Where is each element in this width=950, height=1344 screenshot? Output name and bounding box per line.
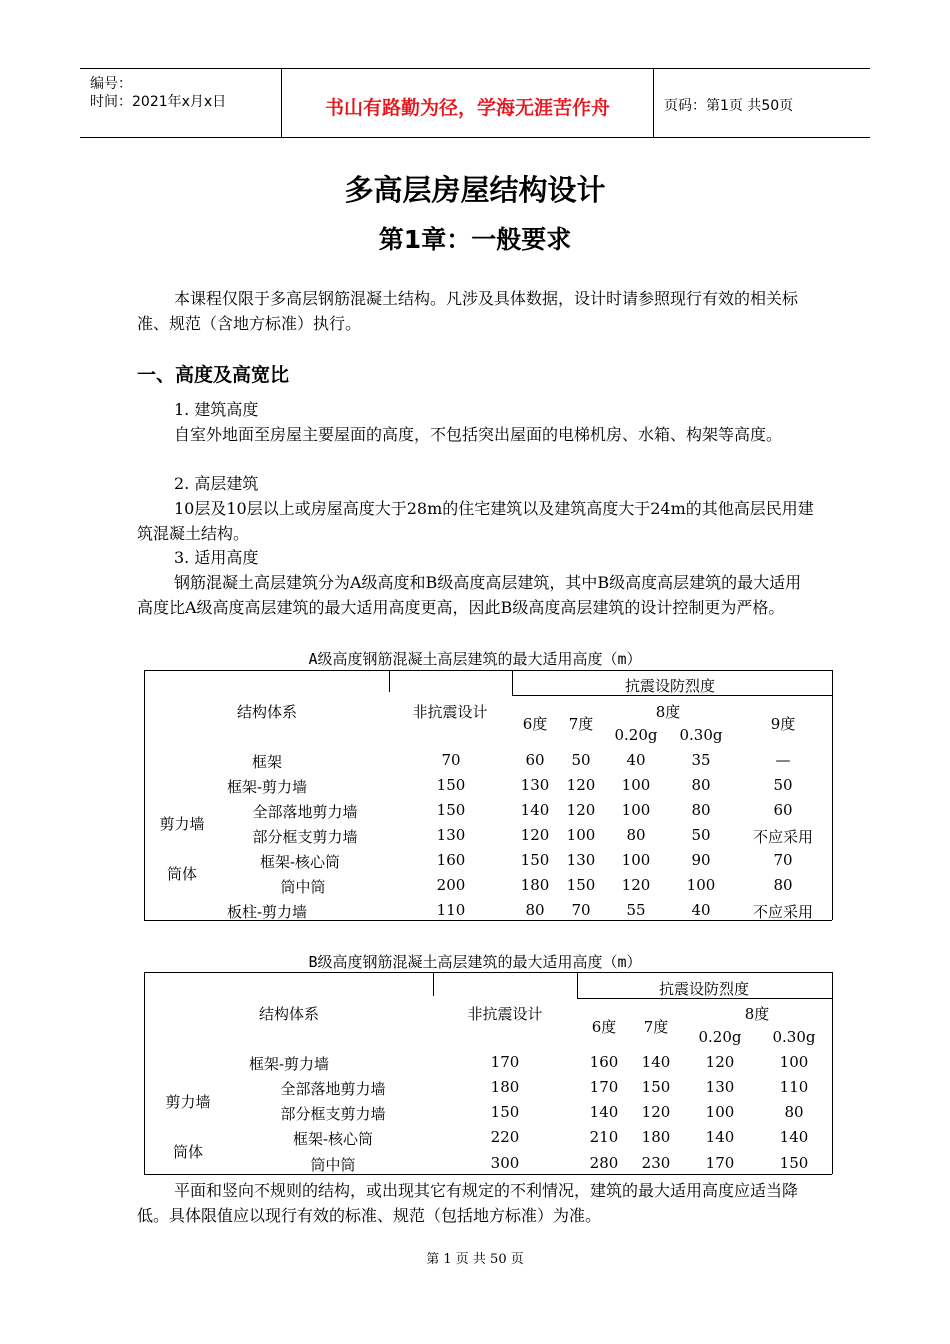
table-cell: 100 xyxy=(566,826,596,844)
table-border xyxy=(144,972,145,1174)
group-shear-wall: 剪力墙 xyxy=(159,815,205,833)
table-cell: 100 xyxy=(621,776,651,794)
table-cell: 300 xyxy=(490,1154,520,1172)
header-seismic: 抗震设防烈度 xyxy=(624,677,716,695)
table-cell: 140 xyxy=(589,1103,619,1121)
table-cell: 120 xyxy=(520,826,550,844)
table-cell: 80 xyxy=(626,826,646,844)
subsection-title: 3. 适用高度 xyxy=(174,548,259,567)
group-tube: 筒体 xyxy=(166,865,198,883)
paragraph: 10层及10层以上或房屋高度大于28m的住宅建筑以及建筑高度大于24m的其他高层民用建筑混凝土结构。 xyxy=(137,499,814,543)
row-label: 部分框支剪力墙 xyxy=(252,828,358,846)
table-cell: 120 xyxy=(566,801,596,819)
table-cell: — xyxy=(775,751,791,769)
header-meta-cell xyxy=(80,69,282,137)
table-cell: 130 xyxy=(520,776,550,794)
table-cell: 100 xyxy=(621,801,651,819)
header-seismic: 抗震设防烈度 xyxy=(658,980,750,998)
table-cell: 50 xyxy=(773,776,793,794)
table-cell: 130 xyxy=(436,826,466,844)
table-cell: 80 xyxy=(784,1103,804,1121)
row-label: 板柱-剪力墙 xyxy=(226,903,308,921)
header-system: 结构体系 xyxy=(236,703,298,721)
row-label: 全部落地剪力墙 xyxy=(252,803,358,821)
table-border xyxy=(433,972,434,996)
header-7: 7度 xyxy=(568,715,594,733)
table-cell: 180 xyxy=(490,1078,520,1096)
table-border xyxy=(144,1174,832,1175)
table-cell: 不应采用 xyxy=(752,903,814,921)
header-8-020g: 0.20g xyxy=(698,1028,742,1046)
paragraph: 钢筋混凝土高层建筑分为A级高度和B级高度高层建筑，其中B级高度高层建筑的最大适用高度比A级高度高层建筑的最大适用高度更高，因此B级高度高层建筑的设计控制更为严格。 xyxy=(137,573,802,617)
group-tube: 筒体 xyxy=(172,1143,204,1161)
row-label: 筒中筒 xyxy=(310,1156,356,1174)
table-cell: 170 xyxy=(705,1154,735,1172)
table-cell: 60 xyxy=(773,801,793,819)
table-cell: 150 xyxy=(566,876,596,894)
table-cell: 35 xyxy=(691,751,711,769)
table-cell: 80 xyxy=(691,801,711,819)
intro-paragraph: 本课程仅限于多高层钢筋混凝土结构。凡涉及具体数据，设计时请参照现行有效的相关标准、规范（含地方标准）执行。 xyxy=(137,289,799,333)
table-cell: 150 xyxy=(436,801,466,819)
subsection-title: 1. 建筑高度 xyxy=(174,400,259,419)
table-cell: 180 xyxy=(641,1128,671,1146)
table-cell: 170 xyxy=(490,1053,520,1071)
motto: 书山有路勤为径，学海无涯苦作舟 xyxy=(324,97,610,119)
header-nonseismic: 非抗震设计 xyxy=(412,703,488,721)
row-label: 框架-剪力墙 xyxy=(248,1055,330,1073)
chapter-title: 第1章：一般要求 xyxy=(378,225,572,254)
table-cell: 70 xyxy=(571,901,591,919)
header-6: 6度 xyxy=(522,715,548,733)
header-nonseismic: 非抗震设计 xyxy=(467,1005,543,1023)
table-cell: 200 xyxy=(436,876,466,894)
table-cell: 160 xyxy=(436,851,466,869)
table-cell: 70 xyxy=(773,851,793,869)
table-cell: 110 xyxy=(779,1078,809,1096)
table-cell: 100 xyxy=(705,1103,735,1121)
table-cell: 40 xyxy=(626,751,646,769)
table-cell: 80 xyxy=(773,876,793,894)
table-cell: 140 xyxy=(705,1128,735,1146)
table-cell: 60 xyxy=(525,751,545,769)
table-cell: 40 xyxy=(691,901,711,919)
table-cell: 180 xyxy=(520,876,550,894)
table-border xyxy=(144,670,145,920)
table-cell: 70 xyxy=(441,751,461,769)
row-label: 框架-核心筒 xyxy=(292,1130,374,1148)
table-cell: 160 xyxy=(589,1053,619,1071)
number-label: 编号： xyxy=(90,76,132,92)
header-8-030g: 0.30g xyxy=(772,1028,816,1046)
table-cell: 120 xyxy=(641,1103,671,1121)
table-cell: 120 xyxy=(621,876,651,894)
table-cell: 55 xyxy=(626,901,646,919)
table-cell: 220 xyxy=(490,1128,520,1146)
page-header xyxy=(80,68,870,138)
header-8: 8度 xyxy=(744,1005,770,1023)
header-page-cell xyxy=(654,69,870,137)
row-label: 框架-核心筒 xyxy=(259,853,341,871)
table-cell: 80 xyxy=(525,901,545,919)
table-cell: 210 xyxy=(589,1128,619,1146)
table-cell: 150 xyxy=(779,1154,809,1172)
page-label: 页码：第1页 共50页 xyxy=(664,98,794,114)
header-7: 7度 xyxy=(643,1018,669,1036)
table-cell: 80 xyxy=(691,776,711,794)
header-8-030g: 0.30g xyxy=(679,726,723,744)
table-cell: 230 xyxy=(641,1154,671,1172)
row-label: 部分框支剪力墙 xyxy=(280,1105,386,1123)
row-label: 框架-剪力墙 xyxy=(226,778,308,796)
table-border xyxy=(144,972,832,973)
group-shear-wall: 剪力墙 xyxy=(165,1093,211,1111)
table-cell: 130 xyxy=(705,1078,735,1096)
table-cell: 140 xyxy=(779,1128,809,1146)
header-motto-cell xyxy=(282,69,654,137)
table-cell: 150 xyxy=(490,1103,520,1121)
table-cell: 100 xyxy=(779,1053,809,1071)
header-6: 6度 xyxy=(591,1018,617,1036)
table-cell: 120 xyxy=(705,1053,735,1071)
table-cell: 50 xyxy=(571,751,591,769)
table-cell: 150 xyxy=(520,851,550,869)
table-cell: 50 xyxy=(691,826,711,844)
table-cell: 130 xyxy=(566,851,596,869)
header-8: 8度 xyxy=(655,703,681,721)
closing-paragraph: 平面和竖向不规则的结构，或出现其它有规定的不利情况，建筑的最大适用高度应适当降低。具体限值应以现行有效的标准、规范（包括地方标准）为准。 xyxy=(137,1181,799,1225)
table-cell: 不应采用 xyxy=(752,828,814,846)
page-footer: 第 1 页 共 50 页 xyxy=(426,1252,524,1267)
table-b-caption: B级高度钢筋混凝土高层建筑的最大适用高度（m） xyxy=(308,953,642,971)
header-system: 结构体系 xyxy=(258,1005,320,1023)
table-border xyxy=(832,670,833,920)
table-cell: 100 xyxy=(686,876,716,894)
row-label: 框架 xyxy=(251,753,283,771)
table-cell: 110 xyxy=(436,901,466,919)
row-label: 筒中筒 xyxy=(280,878,326,896)
subsection-title: 2. 高层建筑 xyxy=(174,474,259,493)
table-border xyxy=(144,670,832,671)
date-label: 时间：2021年x月x日 xyxy=(90,94,227,110)
table-cell: 140 xyxy=(641,1053,671,1071)
table-cell: 280 xyxy=(589,1154,619,1172)
table-border xyxy=(577,972,578,998)
header-8-020g: 0.20g xyxy=(614,726,658,744)
section-heading: 一、高度及高宽比 xyxy=(137,364,290,386)
table-cell: 100 xyxy=(621,851,651,869)
table-cell: 150 xyxy=(641,1078,671,1096)
table-cell: 120 xyxy=(566,776,596,794)
row-label: 全部落地剪力墙 xyxy=(280,1080,386,1098)
table-cell: 90 xyxy=(691,851,711,869)
paragraph: 自室外地面至房屋主要屋面的高度，不包括突出屋面的电梯机房、水箱、构架等高度。 xyxy=(174,425,783,444)
table-cell: 170 xyxy=(589,1078,619,1096)
document-title: 多高层房屋结构设计 xyxy=(344,173,606,207)
table-border xyxy=(512,670,513,695)
table-border xyxy=(832,972,833,1174)
table-cell: 150 xyxy=(436,776,466,794)
table-a-caption: A级高度钢筋混凝土高层建筑的最大适用高度（m） xyxy=(308,650,642,668)
table-cell: 140 xyxy=(520,801,550,819)
header-9: 9度 xyxy=(770,715,796,733)
table-border xyxy=(389,670,390,692)
